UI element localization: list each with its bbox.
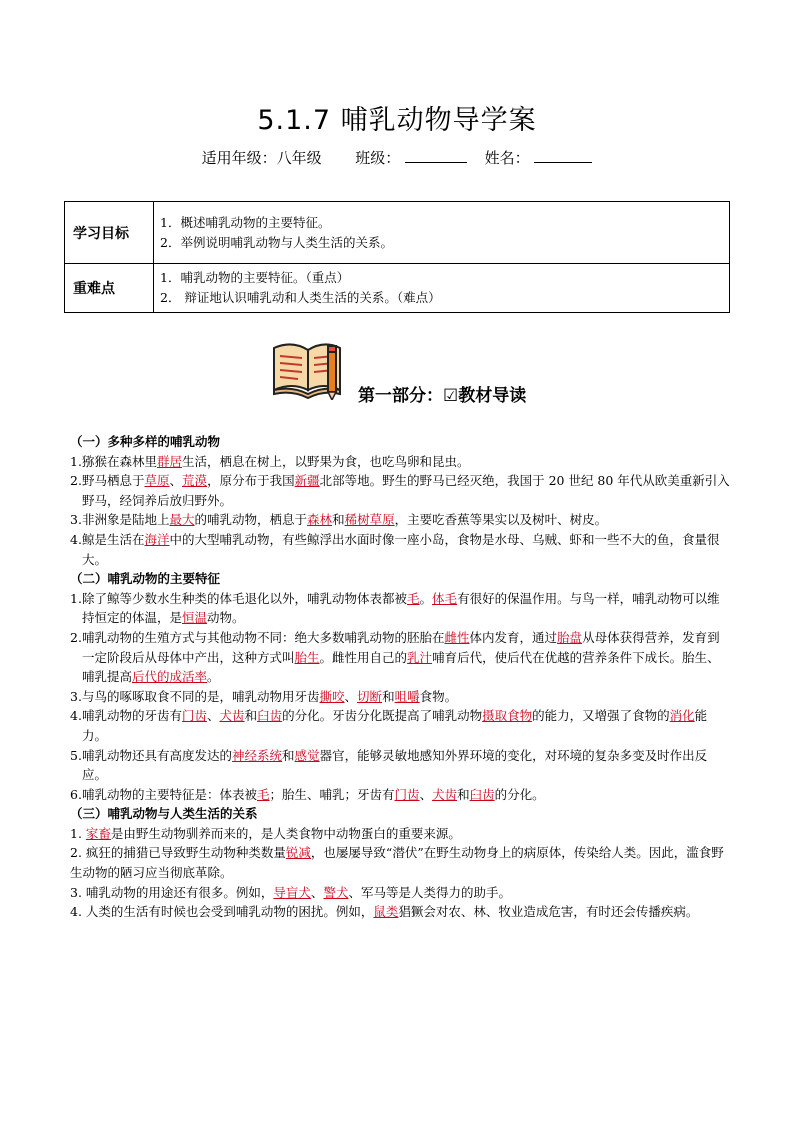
item-number: 5. [70, 747, 82, 763]
list-item [62, 452, 732, 472]
item-text: 体内发育，通过 [469, 629, 558, 645]
item-text: 的哺乳动物，栖息于 [194, 512, 308, 528]
answer-blank: 导盲犬 [273, 884, 311, 900]
item-text: 哺乳动物的牙齿有 [82, 708, 183, 724]
sections [62, 432, 732, 922]
item-text: 、军马等是人类得力的助手。 [348, 884, 511, 900]
keypoints-head: 重难点 [65, 264, 154, 313]
item-text: 除了鲸等少数水生种类的体毛退化以外，哺乳动物体表都被 [82, 590, 408, 606]
item-text: 、 [419, 786, 433, 802]
item-text: 和 [282, 747, 295, 763]
section-heading: （一）多种多样的哺乳动物 [70, 434, 221, 449]
item-text: 的分化。牙齿分化既提高了哺乳动物 [282, 708, 483, 724]
goals-line: 2．举例说明哺乳动物与人类生活的关系。 [160, 234, 393, 250]
answer-blank: 消化 [669, 708, 695, 724]
item-text: 动物。 [207, 610, 245, 626]
answer-blank: 后代的成活率 [132, 669, 208, 685]
answer-blank: 门齿 [394, 786, 420, 802]
answer-blank: 胎盘 [557, 629, 583, 645]
item-text: 。 [419, 590, 433, 606]
keypoints-cell [154, 264, 730, 313]
answer-blank: 荒漠 [182, 473, 208, 489]
goals-row [65, 202, 730, 264]
answer-blank: 鼠类 [373, 904, 399, 920]
list-item [62, 687, 732, 707]
item-number: 2. [70, 629, 82, 645]
item-text: 野马栖息于 [82, 473, 145, 489]
item-text: 猖獗会对农、林、牧业造成危害，有时还会传播疾病。 [398, 904, 699, 920]
item-text: 的分化。 [494, 786, 545, 802]
part-banner [270, 338, 570, 408]
answer-blank: 最大 [169, 512, 195, 528]
item-text: 3. 哺乳动物的用途还有很多。例如， [70, 884, 274, 900]
class-blank[interactable] [405, 148, 467, 163]
item-text: 从母体获得营养，发育到一定阶段后从母体中产出，这种方式叫 [82, 629, 720, 665]
answer-blank: 摄取食物 [482, 708, 533, 724]
answer-blank: 切断 [357, 688, 383, 704]
item-text: 有很好的保温作用。与鸟一样，哺乳动物可以维持恒定的体温，是 [82, 590, 720, 626]
name-label: 姓名： [484, 149, 530, 167]
answer-blank: 毛 [407, 590, 420, 606]
item-text: 和 [332, 512, 345, 528]
item-text: 猕猴在森林里 [82, 453, 158, 469]
goals-line: 1．概述哺乳动物的主要特征。 [160, 214, 331, 230]
keypoints-line: 1．哺乳动物的主要特征。（重点） [160, 270, 350, 285]
item-text: 哺乳动物的生殖方式与其他动物不同：绝大多数哺乳动物的胚胎在 [82, 629, 445, 645]
list-item [62, 510, 732, 530]
list-item [62, 785, 732, 805]
list-item [62, 589, 732, 628]
item-text: 、 [344, 688, 358, 704]
answer-blank: 乳汁 [407, 649, 433, 665]
answer-blank: 臼齿 [469, 786, 495, 802]
section-heading: （二）哺乳动物的主要特征 [70, 571, 221, 587]
item-text: 哺育后代，使后代在优越的营养条件下成长。胎生、哺乳提高 [82, 649, 720, 685]
item-text: 食物。 [419, 688, 458, 704]
answer-blank: 锐减 [285, 845, 311, 861]
goals-head: 学习目标 [65, 202, 154, 264]
item-text: ；胎生、哺乳；牙齿有 [269, 786, 395, 802]
answer-blank: 胎生 [294, 649, 320, 665]
content [62, 432, 732, 922]
item-text: 生活，栖息在树上，以野果为食，也吃鸟卵和昆虫。 [182, 453, 470, 469]
list-item [62, 706, 732, 745]
item-text: 1. [70, 825, 86, 841]
answer-blank: 咀嚼 [394, 688, 420, 704]
item-text: 哺乳动物还具有高度发达的 [82, 747, 233, 763]
student-info [0, 147, 794, 168]
item-text: 的能力，又增强了食物的 [532, 708, 670, 724]
item-number: 1. [70, 590, 82, 606]
item-text: 器官，能够灵敏地感知外界环境的变化，对环境的复杂多变及时作出反应。 [82, 747, 708, 783]
item-text: ，主要吃香蕉等果实以及树叶、树皮。 [394, 512, 608, 528]
answer-blank: 感觉 [294, 747, 320, 763]
answer-blank: 犬齿 [219, 708, 245, 724]
item-number: 2. [70, 473, 82, 489]
answer-blank: 家畜 [85, 825, 111, 841]
answer-blank: 臼齿 [257, 708, 283, 724]
item-text: 。 [207, 669, 220, 685]
item-text: 北部等地。野生的野马已经灭绝，我国于 20 世纪 80 年代从欧美重新引入野马，经饲养后放归野外。 [82, 473, 730, 508]
answer-blank: 毛 [257, 786, 270, 802]
item-text: 2. 疯狂的捕猎已导致野生动物种类数量 [70, 845, 286, 861]
item-text: 。雌性用自己的 [319, 649, 408, 665]
book-pencil-icon [270, 338, 350, 400]
item-number: 3. [70, 688, 82, 704]
goals-table [64, 201, 730, 313]
class-label: 班级： [355, 149, 401, 167]
list-item [62, 902, 732, 922]
keypoints-line: 2． 辩证地认识哺乳动和人类生活的关系。（难点） [160, 290, 441, 305]
answer-blank: 警犬 [323, 884, 349, 900]
item-text: 、 [207, 708, 220, 724]
banner-title: 第一部分：☑教材导读 [358, 386, 527, 406]
item-text: 非洲象是陆地上 [82, 512, 170, 528]
list-item [62, 530, 732, 569]
grade-label: 适用年级：八年级 [201, 149, 322, 167]
answer-blank: 体毛 [432, 590, 458, 606]
answer-blank: 门齿 [182, 708, 208, 724]
list-item [62, 628, 732, 687]
list-item [62, 471, 732, 510]
page-title: 5.1.7 哺乳动物导学案 [257, 105, 537, 136]
answer-blank: 犬齿 [432, 786, 458, 802]
item-text: 能力。 [82, 708, 708, 743]
item-text: 是由野生动物驯养而来的，是人类食物中动物蛋白的重要来源。 [110, 825, 461, 841]
item-number: 3. [70, 512, 82, 528]
answer-blank: 恒温 [182, 610, 208, 626]
item-text: 和 [382, 688, 395, 704]
item-text: 和 [244, 708, 258, 724]
name-blank[interactable] [534, 148, 592, 163]
keypoints-row [65, 264, 730, 313]
list-item [62, 824, 732, 844]
item-text: 中的大型哺乳动物，有些鲸浮出水面时像一座小岛，食物是水母、乌贼、虾和一些不大的鱼，食量很大。 [82, 531, 720, 567]
list-item [62, 883, 732, 903]
item-number: 1. [70, 453, 82, 469]
item-text: 与鸟的啄啄取食不同的是，哺乳动物用牙齿 [82, 688, 320, 704]
answer-blank: 森林 [307, 512, 333, 528]
answer-blank: 群居 [157, 453, 183, 469]
item-number: 4. [70, 531, 82, 547]
item-text: 、 [169, 473, 183, 489]
answer-blank: 稀树草原 [344, 512, 395, 528]
item-text: 鲸是生活在 [82, 531, 145, 547]
item-text: 哺乳动物的主要特征是：体表被 [82, 786, 258, 802]
answer-blank: 雌性 [444, 629, 470, 645]
goals-cell [154, 202, 730, 264]
answer-blank: 撕咬 [319, 688, 345, 704]
list-item [62, 746, 732, 785]
item-text: 4. 人类的生活有时候也会受到哺乳动物的困扰。例如， [70, 904, 374, 920]
item-number: 6. [70, 786, 82, 802]
item-text: 、 [310, 884, 324, 900]
answer-blank: 新疆 [294, 473, 320, 489]
answer-blank: 神经系统 [232, 747, 283, 763]
item-text: ，原分布于我国 [207, 473, 295, 489]
item-number: 4. [70, 708, 82, 724]
item-text: ，也屡屡导致“潜伏”在野生动物身上的病原体，传染给人类。因此，滥食野生动物的陋习应当彻底革除。 [70, 845, 724, 881]
section-heading: （三）哺乳动物与人类生活的关系 [70, 806, 258, 822]
answer-blank: 草原 [144, 473, 170, 489]
list-item [62, 843, 732, 882]
item-text: 和 [457, 786, 470, 802]
answer-blank: 海洋 [144, 531, 170, 547]
